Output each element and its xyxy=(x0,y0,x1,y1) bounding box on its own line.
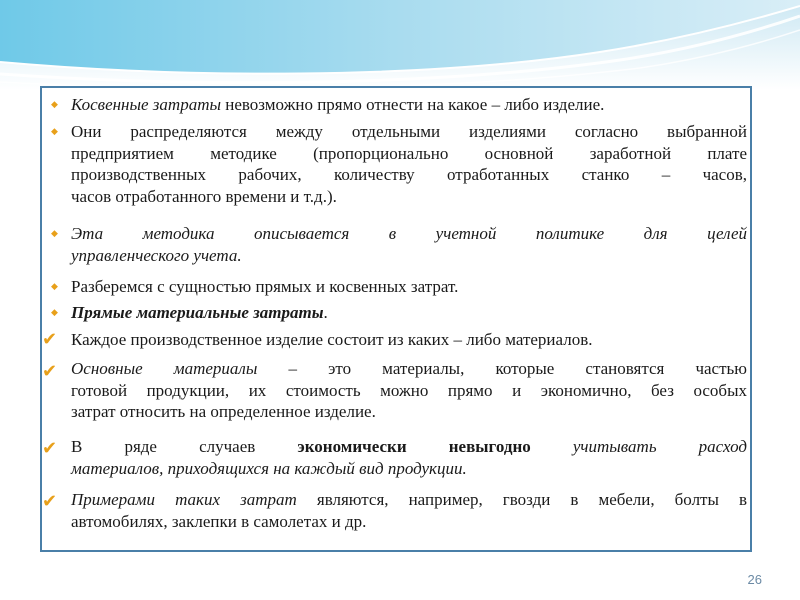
list-item-8 xyxy=(71,436,747,479)
term-basic-materials: Основные материалы xyxy=(71,359,258,378)
list-item-6 xyxy=(71,329,747,351)
checkmark-icon: ✔ xyxy=(42,491,58,512)
list-item-3 xyxy=(71,223,747,266)
checkmark-icon: ✔ xyxy=(42,329,58,350)
list-item-4 xyxy=(71,276,747,298)
bullet-icon: ◆ xyxy=(51,99,58,109)
item-2-line-3: производственных рабочих, количеству отработанных станко – часов, xyxy=(71,165,747,184)
heading-period: . xyxy=(323,303,328,322)
list-item-2 xyxy=(71,121,747,207)
bullet-icon: ◆ xyxy=(51,126,58,136)
item-3-line-1: Эта методика описывается в учетной политике для целей xyxy=(71,224,747,243)
item-3-line-2: управленческого учета. xyxy=(71,245,242,265)
item-7-line-1: – это материалы, которые становятся частью xyxy=(257,359,747,378)
term-examples: Примерами таких затрат xyxy=(71,490,297,509)
item-7-line-3: затрат относить на определенное изделие. xyxy=(71,402,376,421)
item-4-text: Разберемся с сущностью прямых и косвенных затрат. xyxy=(71,277,459,296)
item-1-text: невозможно прямо отнести на какое – либо изделие. xyxy=(221,95,605,114)
list-item-9 xyxy=(71,489,747,532)
item-2-line-1: Они распределяются между отдельными изделиями согласно выбранной xyxy=(71,122,747,141)
item-8-suffix: учитывать расход xyxy=(530,437,747,456)
item-6-text: Каждое производственное изделие состоит из каких – либо материалов. xyxy=(71,330,593,349)
list-item-5 xyxy=(71,302,747,324)
item-7-line-2: готовой продукции, их стоимость можно прямо и экономично, без особых xyxy=(71,380,747,400)
heading-direct-material-costs: Прямые материальные затраты xyxy=(71,303,324,322)
term-indirect-costs: Косвенные затраты xyxy=(71,95,221,114)
list-item-7 xyxy=(71,358,747,423)
checkmark-icon: ✔ xyxy=(42,438,58,459)
checkmark-icon: ✔ xyxy=(42,361,58,382)
item-8-prefix: В ряде случаев xyxy=(71,437,298,456)
header-wave-decoration xyxy=(0,0,800,90)
list-item-1 xyxy=(71,94,747,116)
item-9-line-1: являются, например, гвозди в мебели, болты в xyxy=(296,490,747,509)
bullet-icon: ◆ xyxy=(51,281,58,291)
bullet-icon: ◆ xyxy=(51,228,58,238)
item-2-line-4: часов отработанного времени и т.д.). xyxy=(71,186,337,206)
bullet-icon: ◆ xyxy=(51,307,58,317)
item-2-line-2: предприятием методике (пропорционально основной заработной плате xyxy=(71,143,747,163)
item-9-line-2: автомобилях, заклепки в самолетах и др. xyxy=(71,511,367,531)
page-number: 26 xyxy=(747,572,762,587)
item-8-line-2: материалов, приходящихся на каждый вид продукции. xyxy=(71,458,467,478)
term-economically-unprofitable: экономически невыгодно xyxy=(297,437,531,456)
